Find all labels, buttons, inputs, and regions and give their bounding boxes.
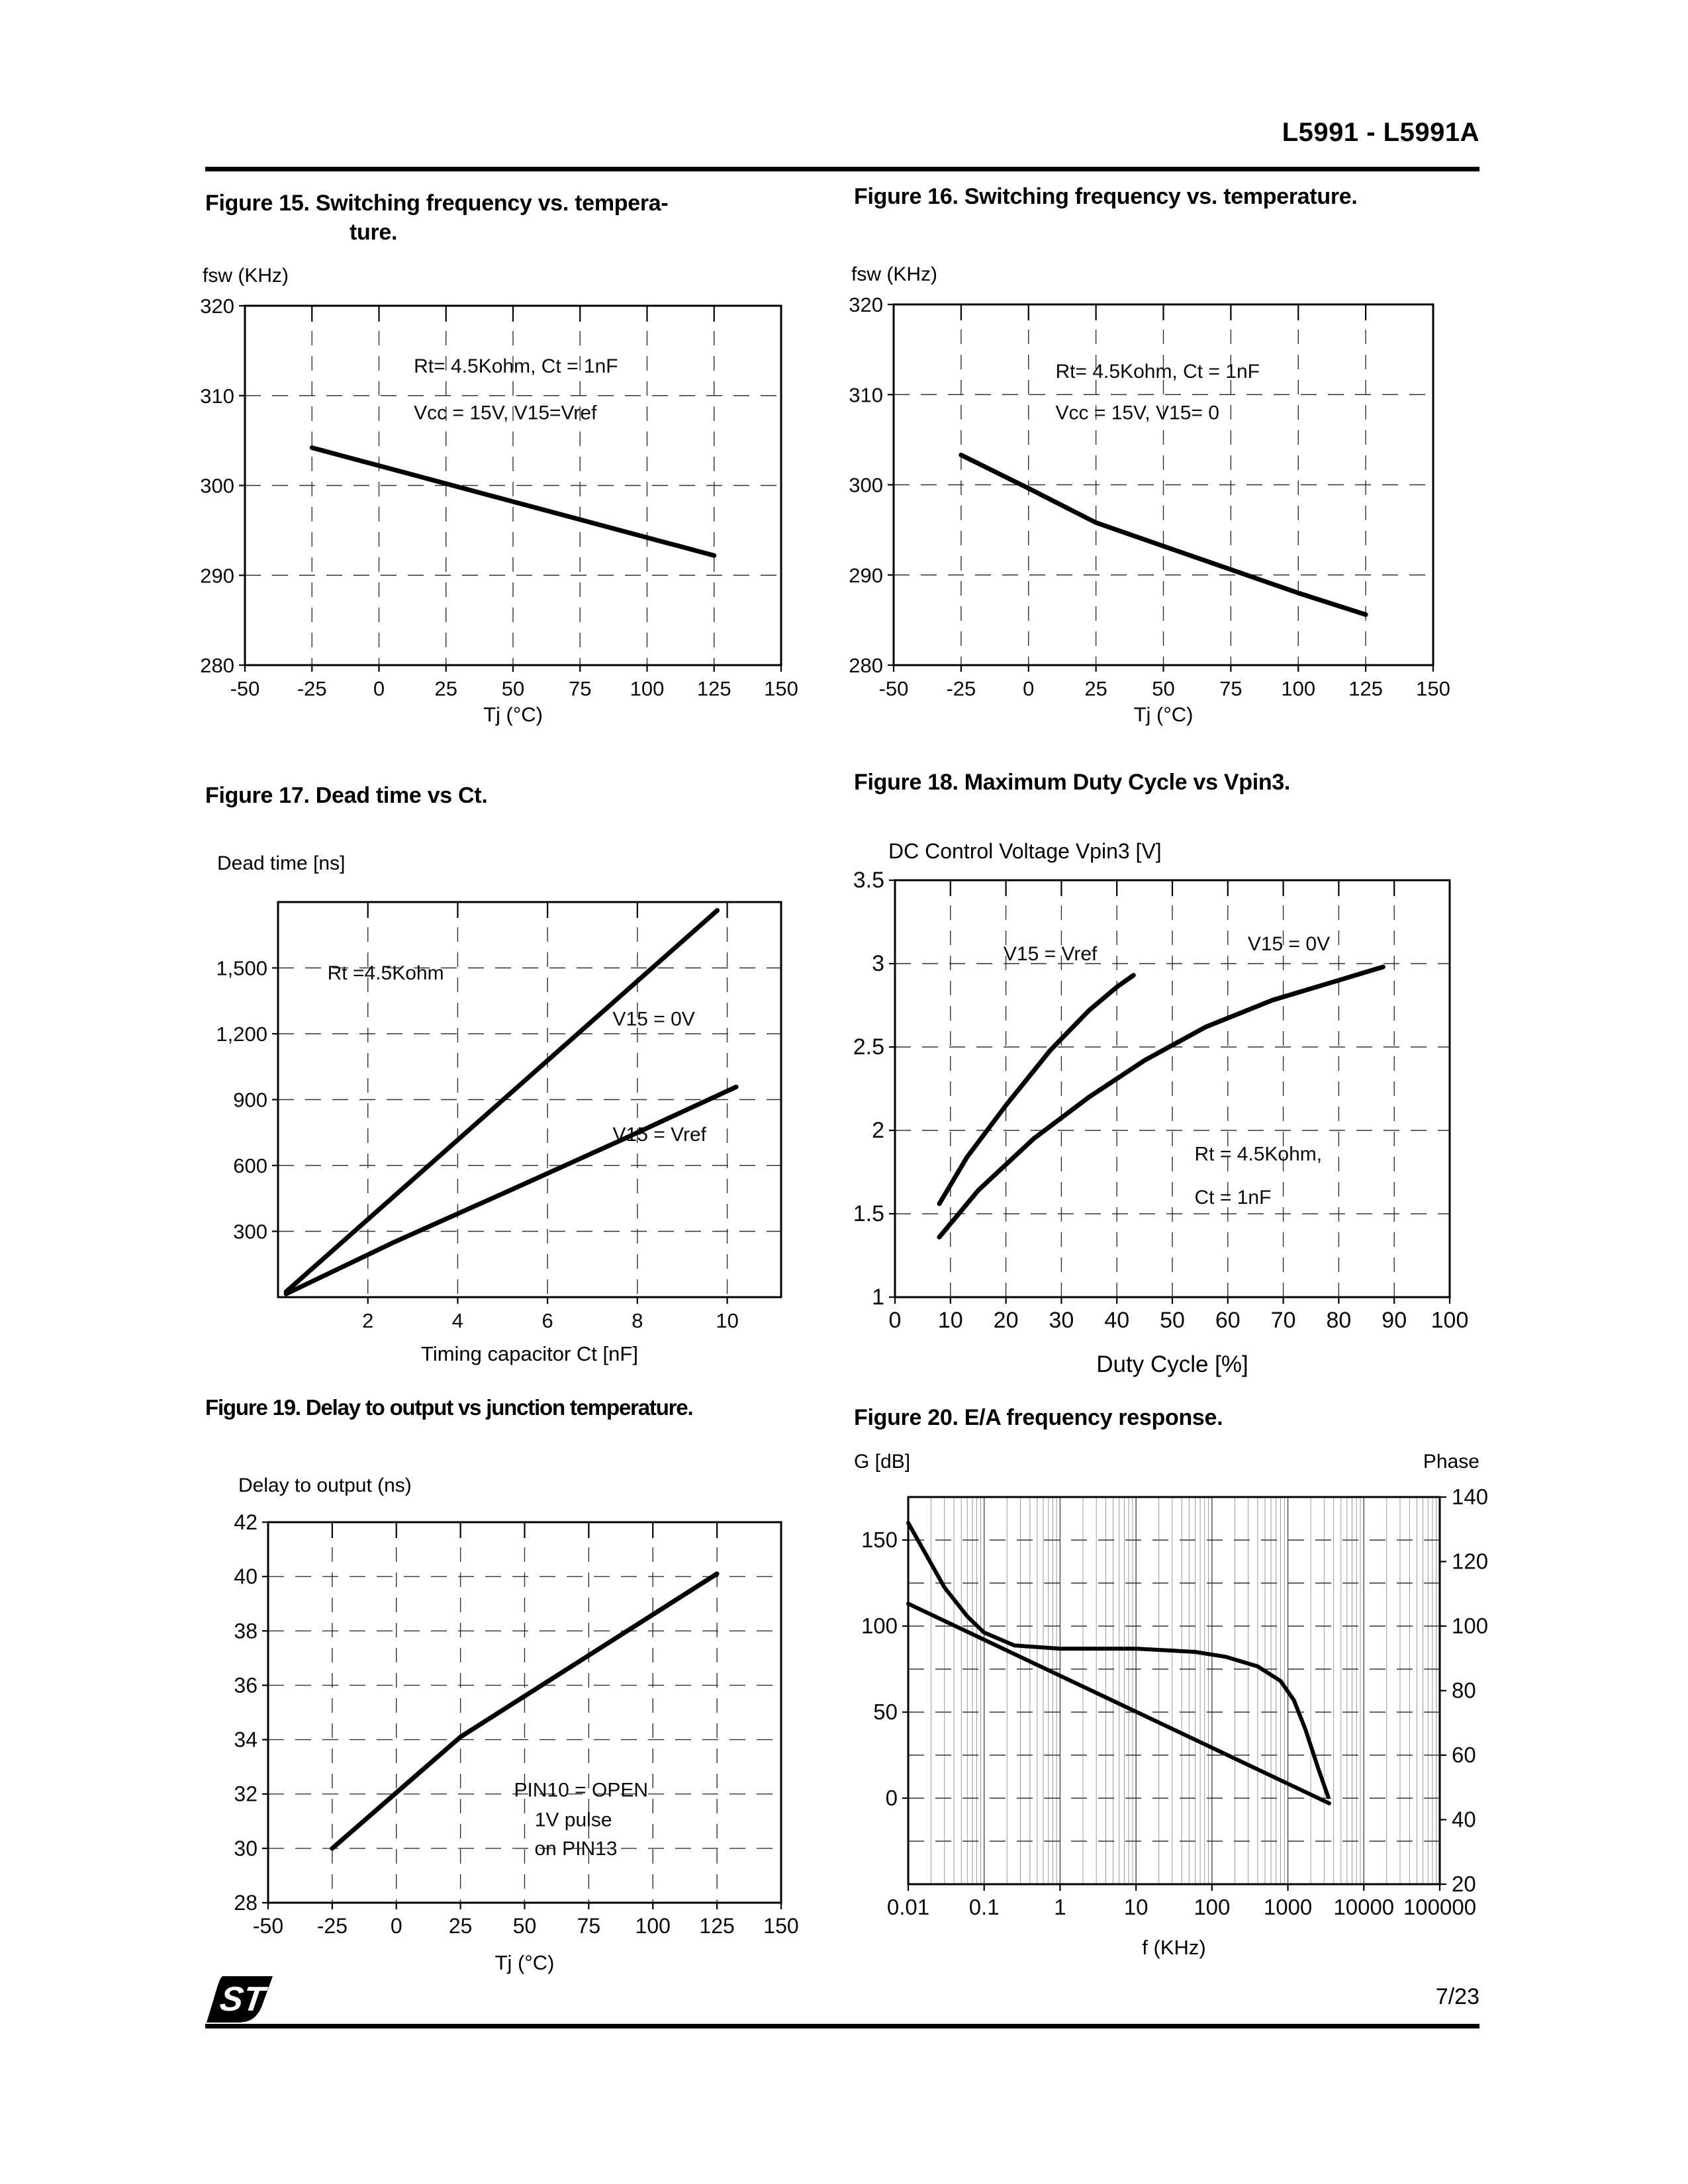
figure-17-y-axis-label: Dead time [ns] (217, 852, 346, 874)
svg-text:125: 125 (699, 1914, 735, 1938)
figure-18-y-axis-label: DC Control Voltage Vpin3 [V] (888, 839, 1162, 863)
svg-text:2: 2 (872, 1118, 884, 1143)
svg-text:100000: 100000 (1403, 1895, 1477, 1919)
svg-text:Ct = 1nF: Ct = 1nF (1194, 1186, 1272, 1208)
figure-16-y-axis-label: fsw (KHz) (851, 263, 937, 285)
svg-text:150: 150 (1416, 677, 1450, 700)
svg-text:80: 80 (1326, 1308, 1352, 1333)
svg-text:25: 25 (434, 677, 457, 700)
figure-15-caption: Figure 15. Switching frequency vs. tempera- (205, 191, 669, 216)
svg-text:50: 50 (501, 677, 525, 700)
svg-text:V15 = 0V: V15 = 0V (1247, 933, 1331, 955)
figure-19-chart (234, 1510, 799, 1938)
footer-rule (205, 2024, 1479, 2028)
svg-text:3.5: 3.5 (853, 868, 884, 893)
svg-text:V15 = Vref: V15 = Vref (612, 1123, 707, 1146)
svg-text:290: 290 (849, 563, 883, 587)
svg-text:38: 38 (234, 1619, 258, 1643)
svg-text:75: 75 (577, 1914, 601, 1938)
svg-text:1: 1 (872, 1285, 884, 1310)
svg-text:75: 75 (1219, 677, 1243, 700)
svg-text:3: 3 (872, 951, 884, 976)
svg-text:Rt= 4.5Kohm, Ct = 1nF: Rt= 4.5Kohm, Ct = 1nF (1055, 360, 1260, 383)
svg-text:100: 100 (1281, 677, 1316, 700)
svg-text:0: 0 (888, 1308, 902, 1333)
svg-text:20: 20 (993, 1308, 1019, 1333)
svg-text:120: 120 (1452, 1549, 1489, 1574)
svg-text:10: 10 (1123, 1895, 1149, 1919)
figure-15-y-axis-label: fsw (KHz) (203, 265, 289, 287)
svg-text:V15 = 0V: V15 = 0V (612, 1008, 695, 1030)
svg-text:310: 310 (849, 383, 883, 407)
svg-text:1,500: 1,500 (216, 956, 267, 980)
svg-text:40: 40 (1104, 1308, 1130, 1333)
svg-text:100: 100 (1452, 1614, 1489, 1638)
svg-text:0.1: 0.1 (968, 1895, 1000, 1919)
svg-text:2: 2 (362, 1309, 374, 1332)
figure-19-x-axis-label: Tj (°C) (494, 1951, 555, 1974)
svg-text:50: 50 (1160, 1308, 1185, 1333)
figure-15-caption-line2: ture. (350, 220, 398, 245)
svg-text:25: 25 (1084, 677, 1107, 700)
svg-text:60: 60 (1215, 1308, 1241, 1333)
svg-text:300: 300 (849, 473, 883, 497)
svg-text:8: 8 (632, 1309, 643, 1332)
figure-20-caption: Figure 20. E/A frequency response. (854, 1405, 1223, 1430)
svg-text:40: 40 (234, 1565, 258, 1589)
svg-text:600: 600 (233, 1154, 267, 1177)
svg-text:1: 1 (1054, 1895, 1066, 1919)
svg-text:V15 = Vref: V15 = Vref (1003, 942, 1098, 965)
svg-text:70: 70 (1270, 1308, 1296, 1333)
svg-text:50: 50 (873, 1700, 898, 1724)
svg-text:100: 100 (1194, 1895, 1231, 1919)
svg-text:0: 0 (885, 1786, 898, 1810)
svg-text:100: 100 (635, 1914, 671, 1938)
svg-text:-50: -50 (230, 677, 260, 700)
svg-text:320: 320 (849, 293, 883, 316)
svg-text:80: 80 (1452, 1678, 1476, 1703)
svg-text:125: 125 (696, 677, 731, 700)
svg-text:50: 50 (512, 1914, 537, 1938)
figure-20-x-axis-label: f (KHz) (1142, 1936, 1206, 1959)
svg-text:290: 290 (200, 564, 234, 588)
svg-text:1.5: 1.5 (853, 1201, 884, 1226)
svg-text:Vcc = 15V, V15=Vref: Vcc = 15V, V15=Vref (414, 402, 597, 424)
svg-text:10: 10 (716, 1309, 739, 1332)
svg-text:36: 36 (234, 1673, 258, 1698)
svg-text:100: 100 (861, 1614, 898, 1638)
svg-text:-25: -25 (316, 1914, 348, 1938)
svg-text:Rt = 4.5Kohm,: Rt = 4.5Kohm, (1194, 1143, 1323, 1165)
figure-15-x-axis-label: Tj (°C) (483, 703, 543, 726)
figure-20-y2-axis-label: Phase (1423, 1451, 1479, 1473)
svg-text:150: 150 (861, 1527, 898, 1552)
figure-16-x-axis-label: Tj (°C) (1133, 703, 1194, 726)
svg-text:280: 280 (849, 654, 883, 677)
svg-text:310: 310 (200, 384, 234, 408)
svg-text:-50: -50 (252, 1914, 284, 1938)
svg-text:32: 32 (234, 1782, 258, 1806)
svg-text:2.5: 2.5 (853, 1034, 884, 1060)
svg-text:-25: -25 (946, 677, 976, 700)
figure-20-chart (861, 1484, 1489, 1919)
svg-text:1,200: 1,200 (216, 1023, 267, 1046)
svg-text:150: 150 (763, 1914, 799, 1938)
svg-text:Rt =4.5Kohm: Rt =4.5Kohm (327, 962, 444, 984)
svg-text:40: 40 (1452, 1807, 1476, 1832)
svg-text:140: 140 (1452, 1484, 1489, 1509)
svg-text:Vcc = 15V, V15= 0: Vcc = 15V, V15= 0 (1055, 402, 1219, 424)
svg-text:125: 125 (1348, 677, 1383, 700)
svg-text:PIN10 = OPEN: PIN10 = OPEN (514, 1779, 649, 1801)
svg-text:0: 0 (390, 1914, 402, 1938)
svg-text:100: 100 (1430, 1308, 1469, 1333)
svg-text:6: 6 (541, 1309, 553, 1332)
svg-text:0.01: 0.01 (886, 1895, 930, 1919)
svg-text:1000: 1000 (1263, 1895, 1313, 1919)
svg-text:-50: -50 (878, 677, 909, 700)
figure-18-chart (853, 868, 1469, 1333)
figure-16-caption: Figure 16. Switching frequency vs. temperature. (854, 184, 1358, 209)
figure-19-caption: Figure 19. Delay to output vs junction temperature. (205, 1395, 693, 1420)
svg-text:320: 320 (200, 295, 234, 318)
svg-text:30: 30 (1049, 1308, 1074, 1333)
svg-text:150: 150 (764, 677, 798, 700)
svg-text:90: 90 (1382, 1308, 1407, 1333)
svg-text:300: 300 (200, 474, 234, 498)
svg-text:280: 280 (200, 654, 234, 677)
figure-19-y-axis-label: Delay to output (ns) (238, 1475, 412, 1496)
svg-text:900: 900 (233, 1088, 267, 1112)
figure-17-caption: Figure 17. Dead time vs Ct. (205, 783, 488, 808)
st-logo (205, 1975, 274, 2024)
svg-text:10: 10 (937, 1308, 963, 1333)
svg-text:75: 75 (569, 677, 592, 700)
svg-text:34: 34 (234, 1727, 258, 1752)
svg-text:28: 28 (234, 1891, 258, 1915)
svg-text:0: 0 (373, 677, 385, 700)
figure-15-chart (200, 295, 798, 700)
svg-text:300: 300 (233, 1220, 267, 1244)
figure-17-x-axis-label: Timing capacitor Ct [nF] (421, 1342, 638, 1365)
header-title: L5991 - L5991A (1282, 118, 1479, 147)
figure-18-x-axis-label: Duty Cycle [%] (1096, 1351, 1248, 1377)
svg-text:60: 60 (1452, 1743, 1476, 1767)
svg-text:30: 30 (234, 1836, 258, 1860)
svg-text:Rt= 4.5Kohm, Ct = 1nF: Rt= 4.5Kohm, Ct = 1nF (414, 355, 618, 377)
svg-text:100: 100 (630, 677, 665, 700)
page-number: 7/23 (1435, 1984, 1479, 2009)
svg-text:1V pulse: 1V pulse (534, 1809, 612, 1831)
svg-text:50: 50 (1152, 677, 1175, 700)
svg-text:4: 4 (451, 1309, 464, 1332)
svg-text:42: 42 (234, 1510, 258, 1534)
figure-16-chart (849, 293, 1450, 700)
figure-18-caption: Figure 18. Maximum Duty Cycle vs Vpin3. (854, 770, 1291, 795)
svg-text:20: 20 (1452, 1872, 1476, 1896)
svg-text:ST: ST (217, 1980, 267, 2019)
svg-text:0: 0 (1023, 677, 1035, 700)
svg-text:25: 25 (448, 1914, 473, 1938)
svg-text:10000: 10000 (1333, 1895, 1395, 1919)
svg-text:-25: -25 (297, 677, 327, 700)
svg-text:on PIN13: on PIN13 (534, 1837, 618, 1860)
header-rule (205, 167, 1479, 171)
figure-17-chart (216, 902, 781, 1332)
figure-20-y-axis-label: G [dB] (854, 1451, 911, 1473)
